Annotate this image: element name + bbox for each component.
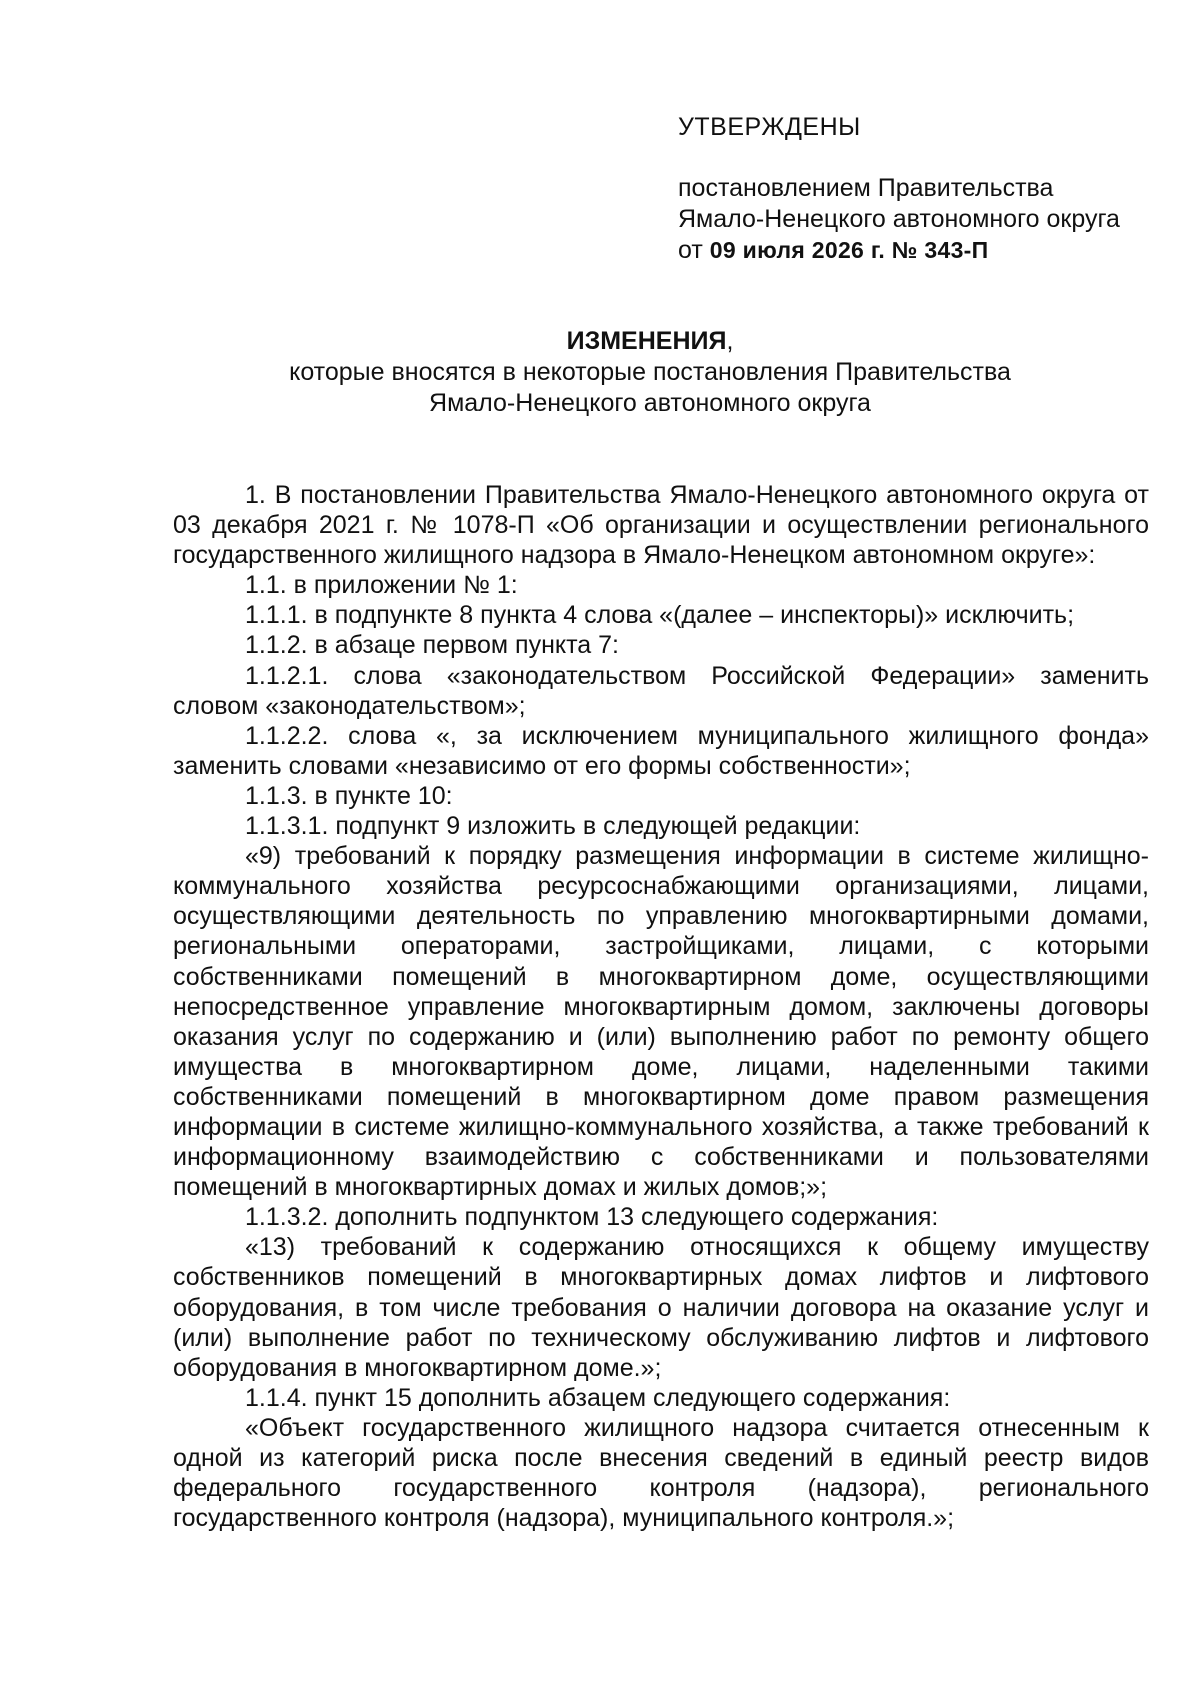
approval-block [678, 112, 1158, 266]
paragraph-1-1-3-1: 1.1.3.1. подпункт 9 изложить в следующей редакции: [245, 812, 861, 841]
paragraph-1-1-1: 1.1.1. в подпункте 8 пункта 4 слова «(далее – инспекторы)» исключить; [245, 601, 1075, 630]
paragraph-1-1-3: 1.1.3. в пункте 10: [245, 781, 453, 810]
paragraph-1: 1. В постановлении Правительства Ямало-Ненецкого автономного округа от 03 декабря 2021 г. № 1078-П «Об организации и осуществлении регионального государственного жилищного надзора в Ямало-Ненецком автономном округе»: [173, 481, 1149, 570]
paragraph-1-1-2-2: 1.1.2.2. слова «, за исключением муниципального жилищного фонда» заменить словами «независимо от его формы собственности»; [173, 721, 1149, 780]
document-title: ИЗМЕНЕНИЯ [566, 327, 727, 355]
paragraph-1-1-4: 1.1.4. пункт 15 дополнить абзацем следующего содержания: [245, 1383, 951, 1412]
document-heading [150, 326, 1150, 419]
quoted-subitem-9: «9) требований к порядку размещения информации в системе жилищно-коммунального хозяйства ресурсоснабжающими организациями, лицами, осуществляющими деятельность по управлению многоквартирными домами, региональными операторами, застройщиками, лицами, с которыми собственниками помещений в многоквартирном доме, осуществляющими непосредственное управление многоквартирным домом, заключены договоры оказания услуг по содержанию и (или) выполнению работ по ремонту общего имущества в многоквартирном доме, лицами, наделенными такими собственниками помещений в многоквартирном доме правом размещения информации в системе жилищно-коммунального хозяйства, а также требований к информационному взаимодействию с собственниками и пользователями помещений в многоквартирных домах и жилых домов;»; [173, 842, 1149, 1202]
paragraph-1-1: 1.1. в приложении № 1: [245, 571, 518, 600]
approval-heading: УТВЕРЖДЕНЫ [678, 113, 861, 141]
approval-from-prefix: от [678, 236, 703, 264]
document-title-comma: , [726, 327, 734, 355]
document-subtitle-line-2: Ямало-Ненецкого автономного округа [429, 389, 871, 417]
document-subtitle-line-1: которые вносятся в некоторые постановления Правительства [289, 358, 1011, 386]
approval-date-line [678, 235, 1158, 266]
registration-stamp: 09 июля 2026 г. № 343-П [709, 237, 989, 263]
quoted-subitem-13: «13) требований к содержанию относящихся к общему имуществу собственников помещений в многоквартирных домах лифтов и лифтового оборудования, в том числе требования о наличии договора на оказание услуг и (или) выполнение работ по техническому обслуживанию лифтов и лифтового оборудования в многоквартирном доме.»; [173, 1233, 1149, 1382]
paragraph-1-1-3-2: 1.1.3.2. дополнить подпунктом 13 следующего содержания: [245, 1203, 939, 1232]
paragraph-1-1-2-1: 1.1.2.1. слова «законодательством Российской Федерации» заменить словом «законодательством»; [173, 661, 1149, 720]
approval-line-2: Ямало-Ненецкого автономного округа [678, 205, 1120, 233]
paragraph-1-1-2: 1.1.2. в абзаце первом пункта 7: [245, 631, 619, 660]
document-title-line [150, 326, 1150, 357]
quoted-paragraph-risk-category: «Объект государственного жилищного надзора считается отнесенным к одной из категорий риска после внесения сведений в единый реестр видов федерального государственного контроля (надзора), регионального государственного контроля (надзора), муниципального контроля.»; [173, 1413, 1149, 1533]
approval-line-1: постановлением Правительства [678, 174, 1054, 202]
document-body [173, 480, 1149, 1533]
